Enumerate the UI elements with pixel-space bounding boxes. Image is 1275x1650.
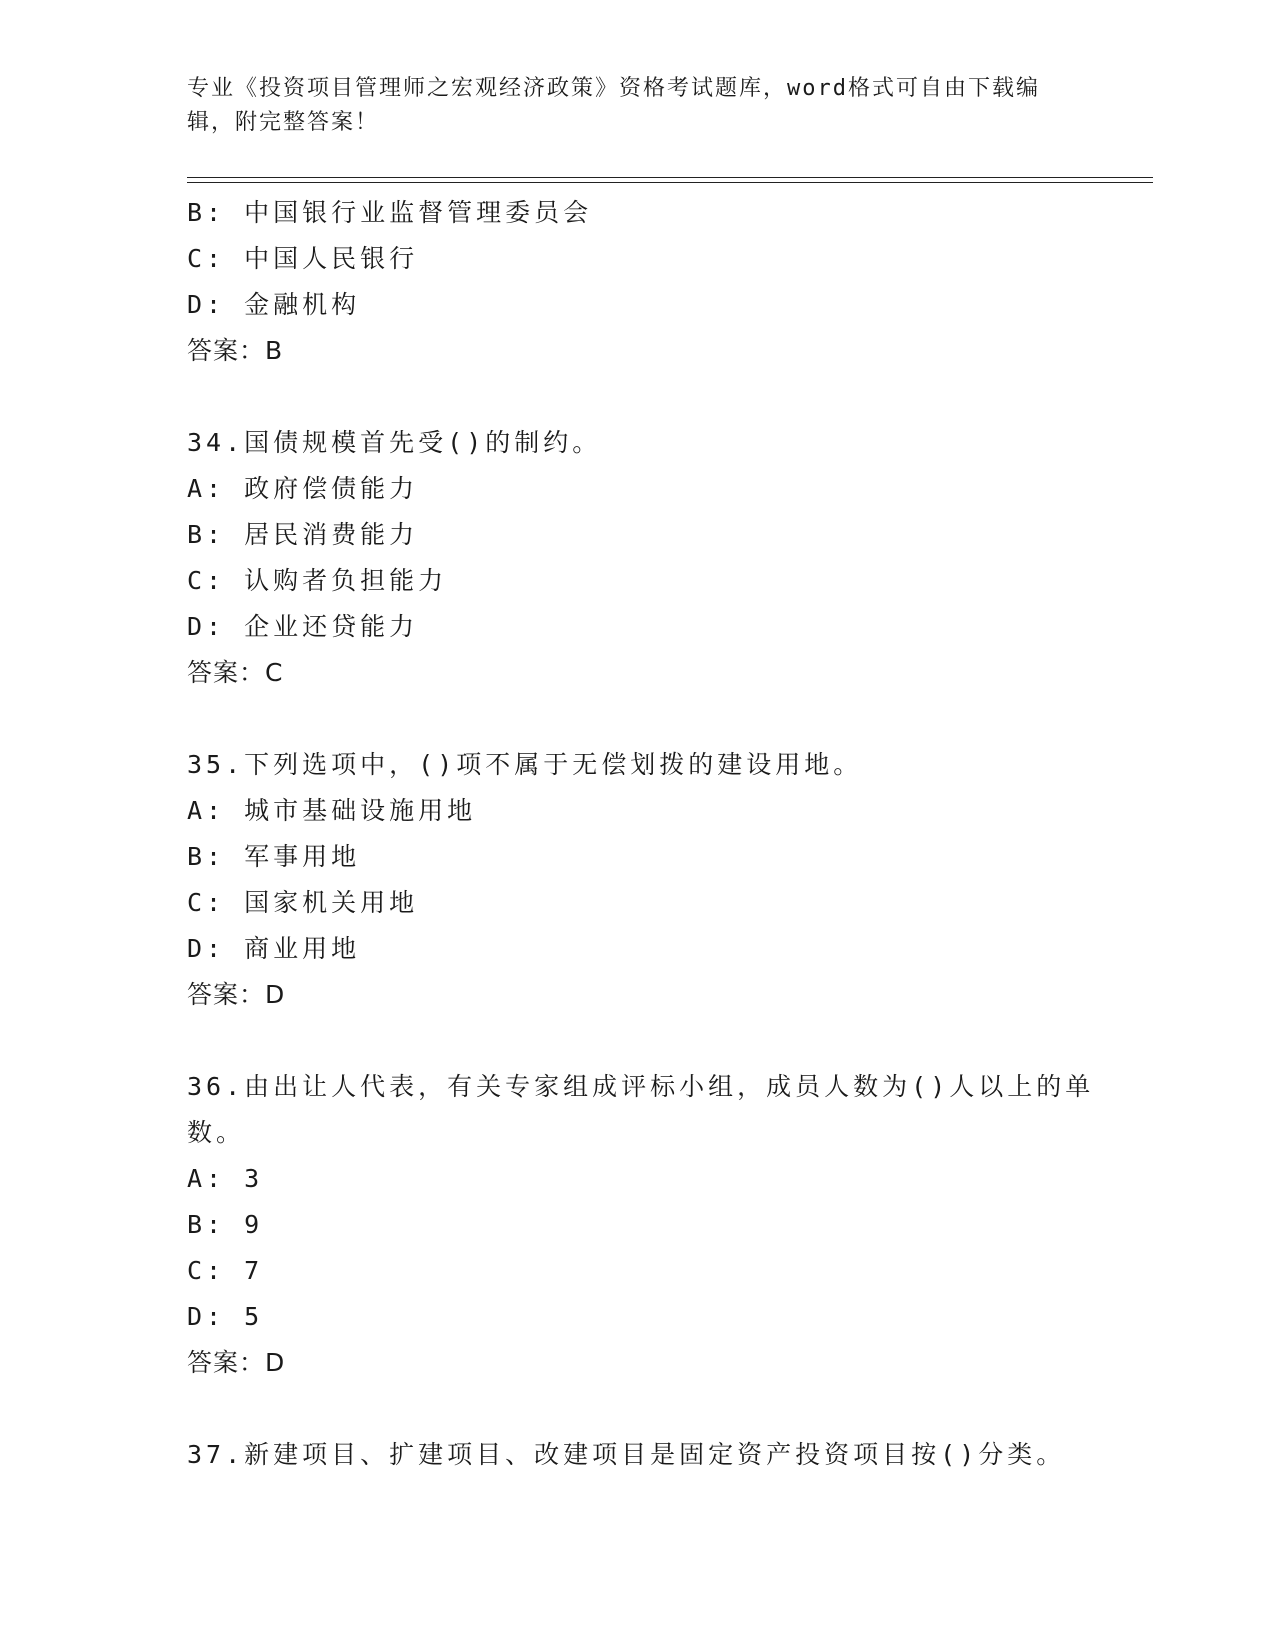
answer-line: 答案：D — [187, 980, 286, 1009]
option-letter: B: — [187, 1210, 226, 1239]
header-rule-bottom — [187, 182, 1153, 183]
option-letter: D: — [187, 612, 226, 641]
option-text: 中国人民银行 — [244, 244, 419, 273]
option-b — [187, 190, 1087, 236]
option-text: 国家机关用地 — [244, 888, 419, 917]
option-b — [187, 834, 1087, 880]
option-letter: B: — [187, 842, 226, 871]
header-line-1: 专业《投资项目管理师之宏观经济政策》资格考试题库，word格式可自由下载编 — [187, 76, 1040, 101]
option-letter: D: — [187, 934, 226, 963]
question-list — [187, 190, 1095, 1478]
option-c — [187, 236, 1087, 282]
option-text: 5 — [244, 1302, 264, 1331]
option-text: 金融机构 — [244, 290, 361, 319]
option-text: 商业用地 — [244, 934, 361, 963]
option-b — [187, 512, 1087, 558]
option-c — [187, 1248, 1087, 1294]
option-text: 认购者负担能力 — [244, 566, 448, 595]
option-b — [187, 1202, 1087, 1248]
option-letter: C: — [187, 1256, 226, 1285]
question-36 — [187, 1064, 1095, 1386]
question-stem: 35.下列选项中，()项不属于无偿划拨的建设用地。 — [187, 750, 863, 779]
question-37 — [187, 1432, 1087, 1478]
answer-line: 答案：B — [187, 336, 284, 365]
option-letter: B: — [187, 520, 226, 549]
question-stem-line-1: 36.由出让人代表，有关专家组成评标小组，成员人数为()人以上的单 — [187, 1072, 1095, 1101]
document-header — [187, 72, 1067, 140]
option-text: 城市基础设施用地 — [244, 796, 477, 825]
option-c — [187, 880, 1087, 926]
option-text: 7 — [244, 1256, 264, 1285]
option-a — [187, 1156, 1087, 1202]
answer-line: 答案：C — [187, 658, 284, 687]
question-34 — [187, 420, 1087, 696]
option-letter: D: — [187, 1302, 226, 1331]
option-text: 3 — [244, 1164, 264, 1193]
header-line-2: 辑，附完整答案！ — [187, 110, 380, 135]
option-text: 企业还贷能力 — [244, 612, 419, 641]
option-text: 9 — [244, 1210, 264, 1239]
option-d — [187, 1294, 1087, 1340]
option-letter: D: — [187, 290, 226, 319]
option-a — [187, 788, 1087, 834]
option-d — [187, 282, 1087, 328]
option-text: 居民消费能力 — [244, 520, 419, 549]
question-stem: 37.新建项目、扩建项目、改建项目是固定资产投资项目按()分类。 — [187, 1440, 1066, 1469]
option-letter: A: — [187, 1164, 226, 1193]
option-text: 中国银行业监督管理委员会 — [244, 198, 593, 227]
question-stem-line-2: 数。 — [187, 1118, 246, 1147]
question-35 — [187, 742, 1087, 1018]
option-c — [187, 558, 1087, 604]
option-letter: C: — [187, 566, 226, 595]
option-text: 政府偿债能力 — [244, 474, 419, 503]
option-letter: C: — [187, 888, 226, 917]
option-a — [187, 466, 1087, 512]
option-d — [187, 604, 1087, 650]
answer-line: 答案：D — [187, 1348, 286, 1377]
option-letter: B: — [187, 198, 226, 227]
question-stem: 34.国债规模首先受()的制约。 — [187, 428, 602, 457]
option-text: 军事用地 — [244, 842, 361, 871]
question-33-continued — [187, 190, 1087, 374]
option-letter: C: — [187, 244, 226, 273]
option-d — [187, 926, 1087, 972]
header-rule-top — [187, 177, 1153, 178]
option-letter: A: — [187, 474, 226, 503]
option-letter: A: — [187, 796, 226, 825]
